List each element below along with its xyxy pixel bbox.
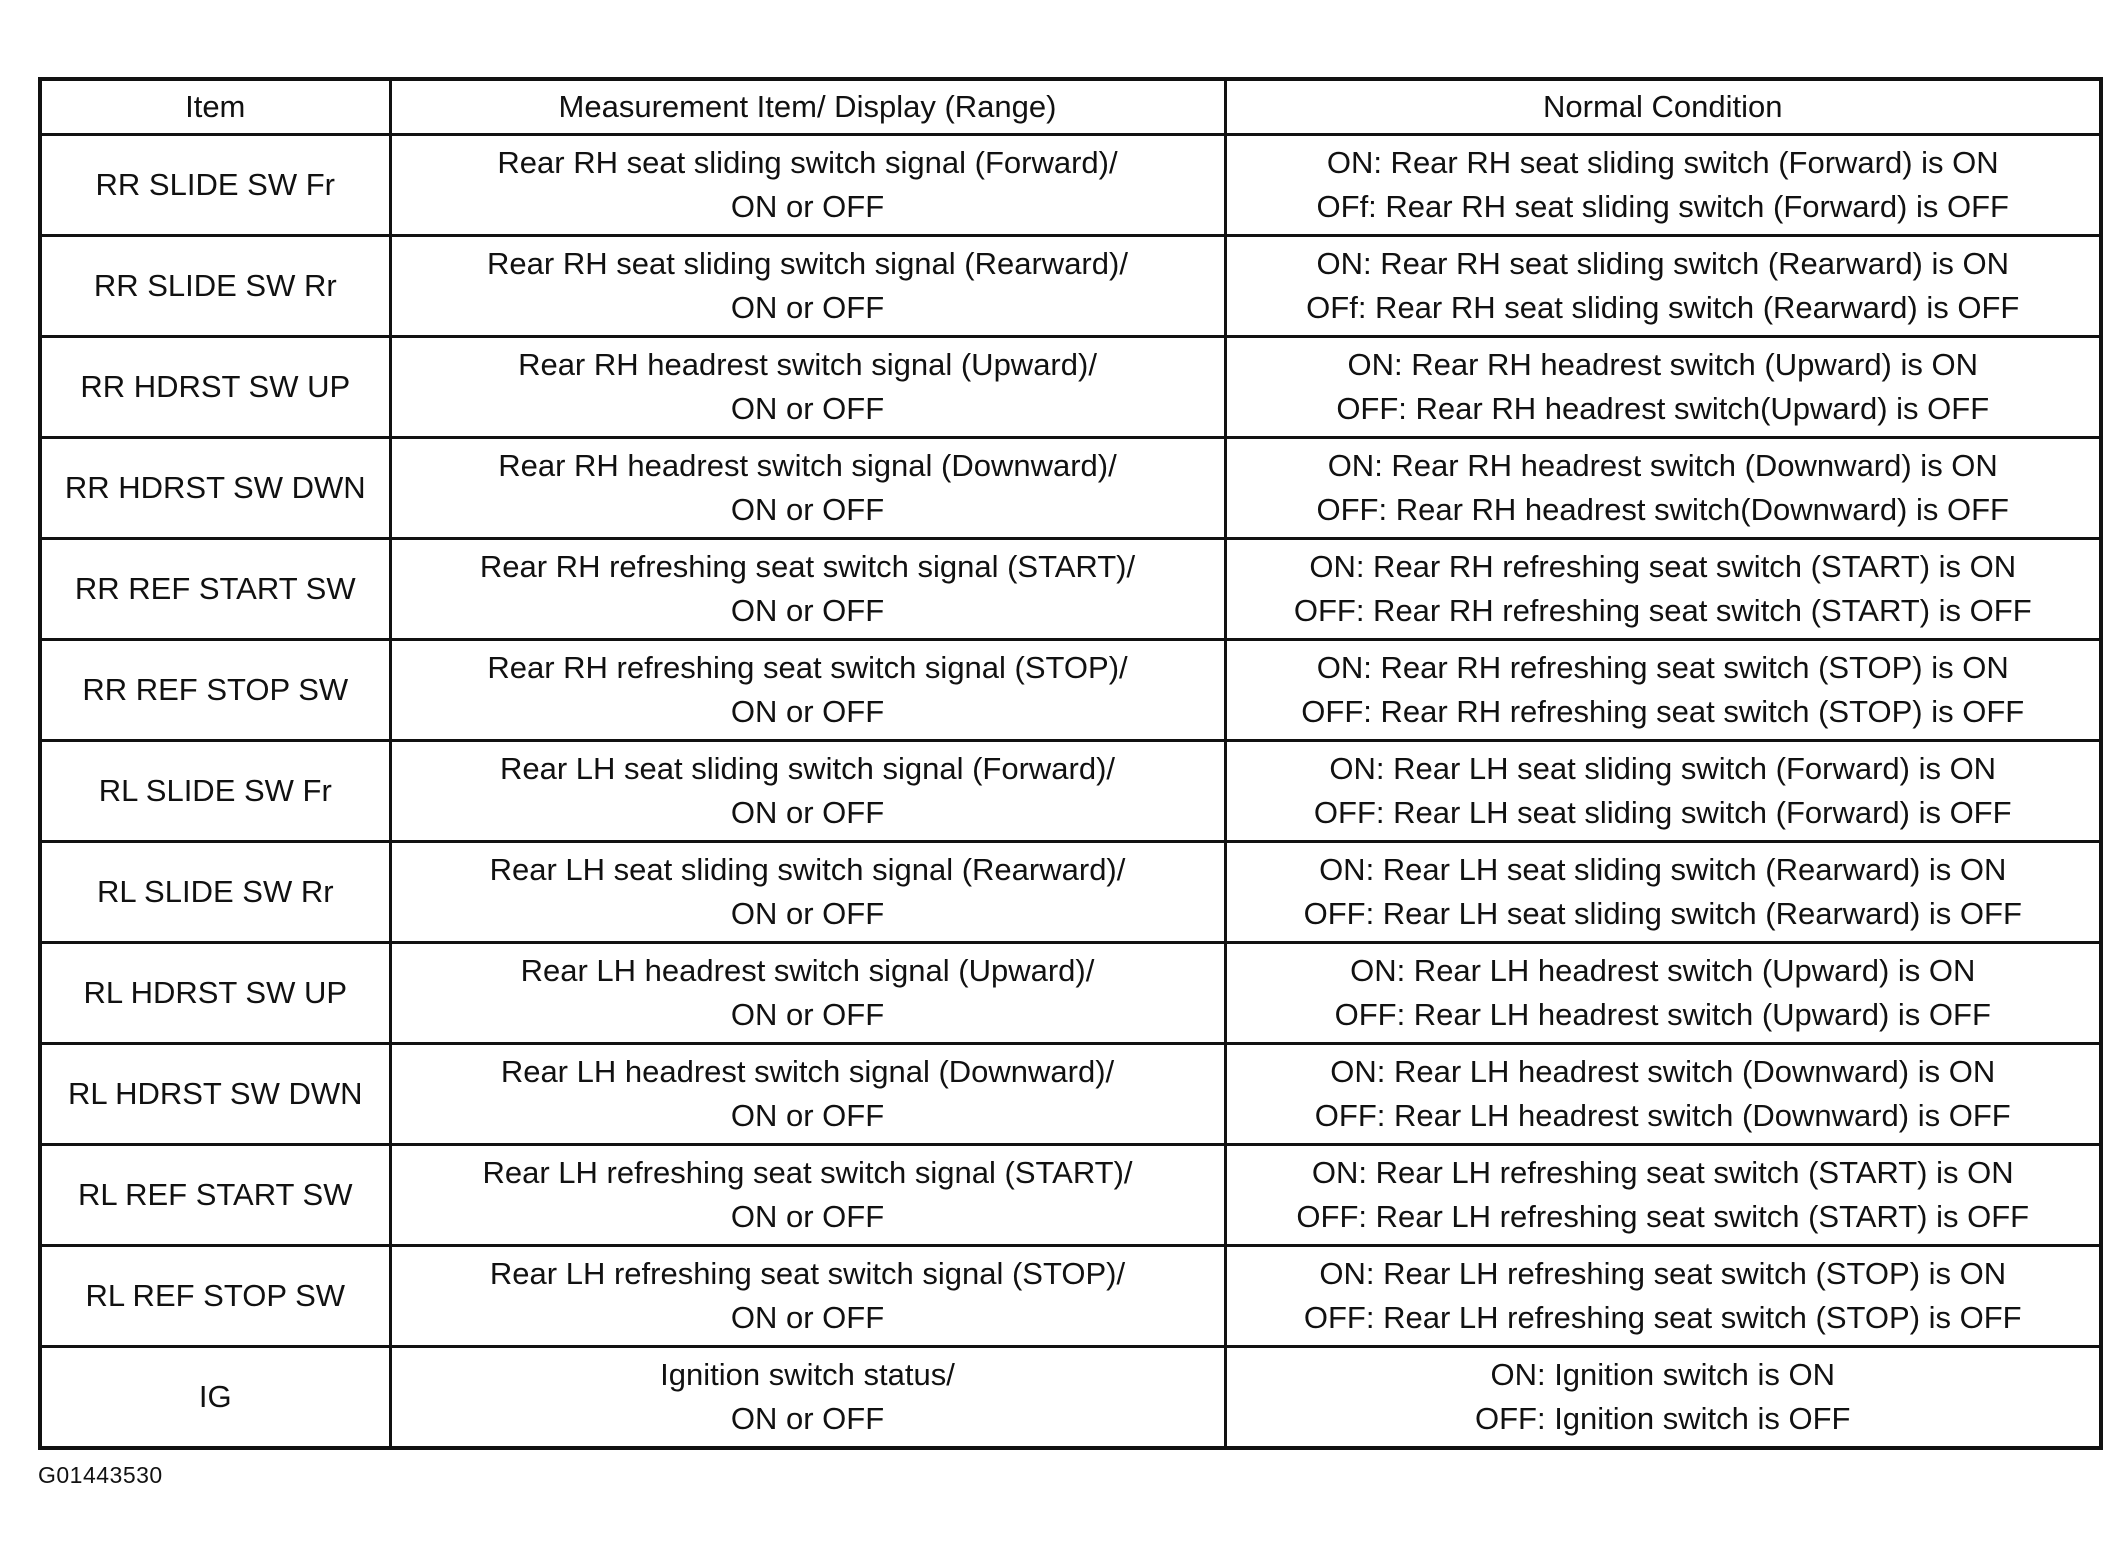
normal-condition-line: ON: Rear RH headrest switch (Downward) is ON — [1327, 448, 1998, 483]
table-row — [40, 640, 2101, 741]
normal-condition-line: ON: Rear LH refreshing seat switch (STOP) is ON — [1319, 1256, 2007, 1291]
measurement-line: ON or OFF — [730, 694, 885, 729]
item-cell: RR REF START SW — [40, 539, 390, 640]
measurement-line: Rear RH seat sliding switch signal (Forward)/ — [497, 145, 1118, 180]
table-header — [40, 79, 2101, 135]
data-monitor-table — [38, 77, 2103, 1450]
table-row — [40, 741, 2101, 842]
normal-condition-cell — [1225, 1044, 2101, 1145]
figure-id: G01443530 — [38, 1462, 163, 1488]
table-row — [40, 539, 2101, 640]
item-cell: RL SLIDE SW Rr — [40, 842, 390, 943]
normal-condition-line: ON: Rear RH seat sliding switch (Forward) is ON — [1326, 145, 1999, 180]
table-row — [40, 1347, 2101, 1449]
normal-condition-cell — [1225, 1145, 2101, 1246]
normal-condition-cell — [1225, 943, 2101, 1044]
header-item: Item — [40, 79, 390, 135]
item-cell: RL SLIDE SW Fr — [40, 741, 390, 842]
measurement-cell — [390, 1044, 1225, 1145]
normal-condition-cell — [1225, 539, 2101, 640]
table-row — [40, 842, 2101, 943]
measurement-line: ON or OFF — [730, 391, 885, 426]
item-cell: RL REF STOP SW — [40, 1246, 390, 1347]
normal-condition-line: OFF: Rear RH headrest switch(Downward) is OFF — [1316, 492, 2009, 527]
measurement-line: Rear RH seat sliding switch signal (Rearward)/ — [487, 246, 1128, 281]
item-cell: RL HDRST SW UP — [40, 943, 390, 1044]
normal-condition-line: ON: Ignition switch is ON — [1490, 1357, 1836, 1392]
measurement-line: ON or OFF — [730, 1401, 885, 1436]
normal-condition-line: ON: Rear RH headrest switch (Upward) is ON — [1347, 347, 1978, 382]
normal-condition-line: OFF: Rear LH refreshing seat switch (START) is OFF — [1296, 1199, 2030, 1234]
normal-condition-cell — [1225, 236, 2101, 337]
measurement-cell — [390, 135, 1225, 236]
table-row — [40, 337, 2101, 438]
measurement-line: Rear LH refreshing seat switch signal (STOP)/ — [489, 1256, 1126, 1291]
header-row — [40, 79, 2101, 135]
normal-condition-cell — [1225, 640, 2101, 741]
measurement-line: ON or OFF — [730, 795, 885, 830]
normal-condition-line: OFf: Rear RH seat sliding switch (Forward) is OFF — [1316, 189, 2009, 224]
normal-condition-line: OFF: Ignition switch is OFF — [1474, 1401, 1851, 1436]
measurement-line: ON or OFF — [730, 1199, 885, 1234]
item-cell: RR REF STOP SW — [40, 640, 390, 741]
normal-condition-line: OFF: Rear RH headrest switch(Upward) is OFF — [1336, 391, 1990, 426]
measurement-line: Rear RH refreshing seat switch signal (START)/ — [479, 549, 1136, 584]
normal-condition-cell — [1225, 438, 2101, 539]
item-cell: IG — [40, 1347, 390, 1449]
measurement-line: ON or OFF — [730, 1098, 885, 1133]
item-cell: RL HDRST SW DWN — [40, 1044, 390, 1145]
measurement-cell — [390, 842, 1225, 943]
measurement-cell — [390, 640, 1225, 741]
normal-condition-line: OFF: Rear LH refreshing seat switch (STOP) is OFF — [1303, 1300, 2022, 1335]
measurement-line: ON or OFF — [730, 997, 885, 1032]
normal-condition-line: OFF: Rear LH seat sliding switch (Forward) is OFF — [1313, 795, 2012, 830]
measurement-line: Rear LH refreshing seat switch signal (START)/ — [482, 1155, 1133, 1190]
measurement-line: ON or OFF — [730, 896, 885, 931]
item-cell: RR SLIDE SW Rr — [40, 236, 390, 337]
normal-condition-line: ON: Rear RH seat sliding switch (Rearward) is ON — [1316, 246, 2009, 281]
table-row — [40, 135, 2101, 236]
header-normal-condition: Normal Condition — [1225, 79, 2101, 135]
table-row — [40, 236, 2101, 337]
normal-condition-line: ON: Rear LH seat sliding switch (Forward) is ON — [1329, 751, 1997, 786]
table-row — [40, 1044, 2101, 1145]
measurement-cell — [390, 1145, 1225, 1246]
measurement-line: Rear LH seat sliding switch signal (Forward)/ — [499, 751, 1116, 786]
measurement-cell — [390, 943, 1225, 1044]
table-body — [40, 135, 2101, 1449]
measurement-cell — [390, 1347, 1225, 1449]
normal-condition-line: ON: Rear LH headrest switch (Downward) is ON — [1330, 1054, 1996, 1089]
normal-condition-cell — [1225, 741, 2101, 842]
measurement-cell — [390, 236, 1225, 337]
table-row — [40, 1246, 2101, 1347]
item-cell: RR HDRST SW UP — [40, 337, 390, 438]
measurement-line: Rear LH headrest switch signal (Upward)/ — [520, 953, 1095, 988]
measurement-line: ON or OFF — [730, 290, 885, 325]
normal-condition-line: OFF: Rear LH seat sliding switch (Rearward) is OFF — [1303, 896, 2022, 931]
normal-condition-line: ON: Rear RH refreshing seat switch (STOP) is ON — [1316, 650, 2009, 685]
measurement-line: ON or OFF — [730, 1300, 885, 1335]
normal-condition-cell — [1225, 135, 2101, 236]
normal-condition-cell — [1225, 842, 2101, 943]
measurement-line: ON or OFF — [730, 492, 885, 527]
measurement-cell — [390, 1246, 1225, 1347]
item-cell: RL REF START SW — [40, 1145, 390, 1246]
table-row — [40, 943, 2101, 1044]
normal-condition-line: ON: Rear LH seat sliding switch (Rearward) is ON — [1319, 852, 2007, 887]
measurement-line: Rear RH headrest switch signal (Upward)/ — [518, 347, 1097, 382]
measurement-cell — [390, 337, 1225, 438]
measurement-line: Rear LH seat sliding switch signal (Rearward)/ — [489, 852, 1126, 887]
header-measurement: Measurement Item/ Display (Range) — [390, 79, 1225, 135]
measurement-cell — [390, 741, 1225, 842]
normal-condition-line: OFF: Rear LH headrest switch (Downward) is OFF — [1314, 1098, 2011, 1133]
measurement-line: Ignition switch status/ — [660, 1357, 955, 1392]
normal-condition-line: ON: Rear LH headrest switch (Upward) is ON — [1350, 953, 1976, 988]
item-cell: RR SLIDE SW Fr — [40, 135, 390, 236]
normal-condition-line: OFF: Rear RH refreshing seat switch (STOP) is OFF — [1301, 694, 2025, 729]
measurement-cell — [390, 438, 1225, 539]
table-row — [40, 438, 2101, 539]
measurement-line: ON or OFF — [730, 593, 885, 628]
normal-condition-line: OFF: Rear RH refreshing seat switch (START) is OFF — [1293, 593, 2032, 628]
normal-condition-line: ON: Rear RH refreshing seat switch (START) is ON — [1309, 549, 2017, 584]
item-cell: RR HDRST SW DWN — [40, 438, 390, 539]
measurement-cell — [390, 539, 1225, 640]
normal-condition-cell — [1225, 337, 2101, 438]
measurement-line: ON or OFF — [730, 189, 885, 224]
measurement-line: Rear RH headrest switch signal (Downward)/ — [498, 448, 1117, 483]
measurement-line: Rear LH headrest switch signal (Downward)/ — [500, 1054, 1115, 1089]
normal-condition-cell — [1225, 1347, 2101, 1449]
normal-condition-line: OFF: Rear LH headrest switch (Upward) is OFF — [1334, 997, 1991, 1032]
table-row — [40, 1145, 2101, 1246]
normal-condition-line: OFf: Rear RH seat sliding switch (Rearward) is OFF — [1306, 290, 2020, 325]
normal-condition-cell — [1225, 1246, 2101, 1347]
measurement-line: Rear RH refreshing seat switch signal (STOP)/ — [487, 650, 1128, 685]
normal-condition-line: ON: Rear LH refreshing seat switch (START) is ON — [1311, 1155, 2014, 1190]
